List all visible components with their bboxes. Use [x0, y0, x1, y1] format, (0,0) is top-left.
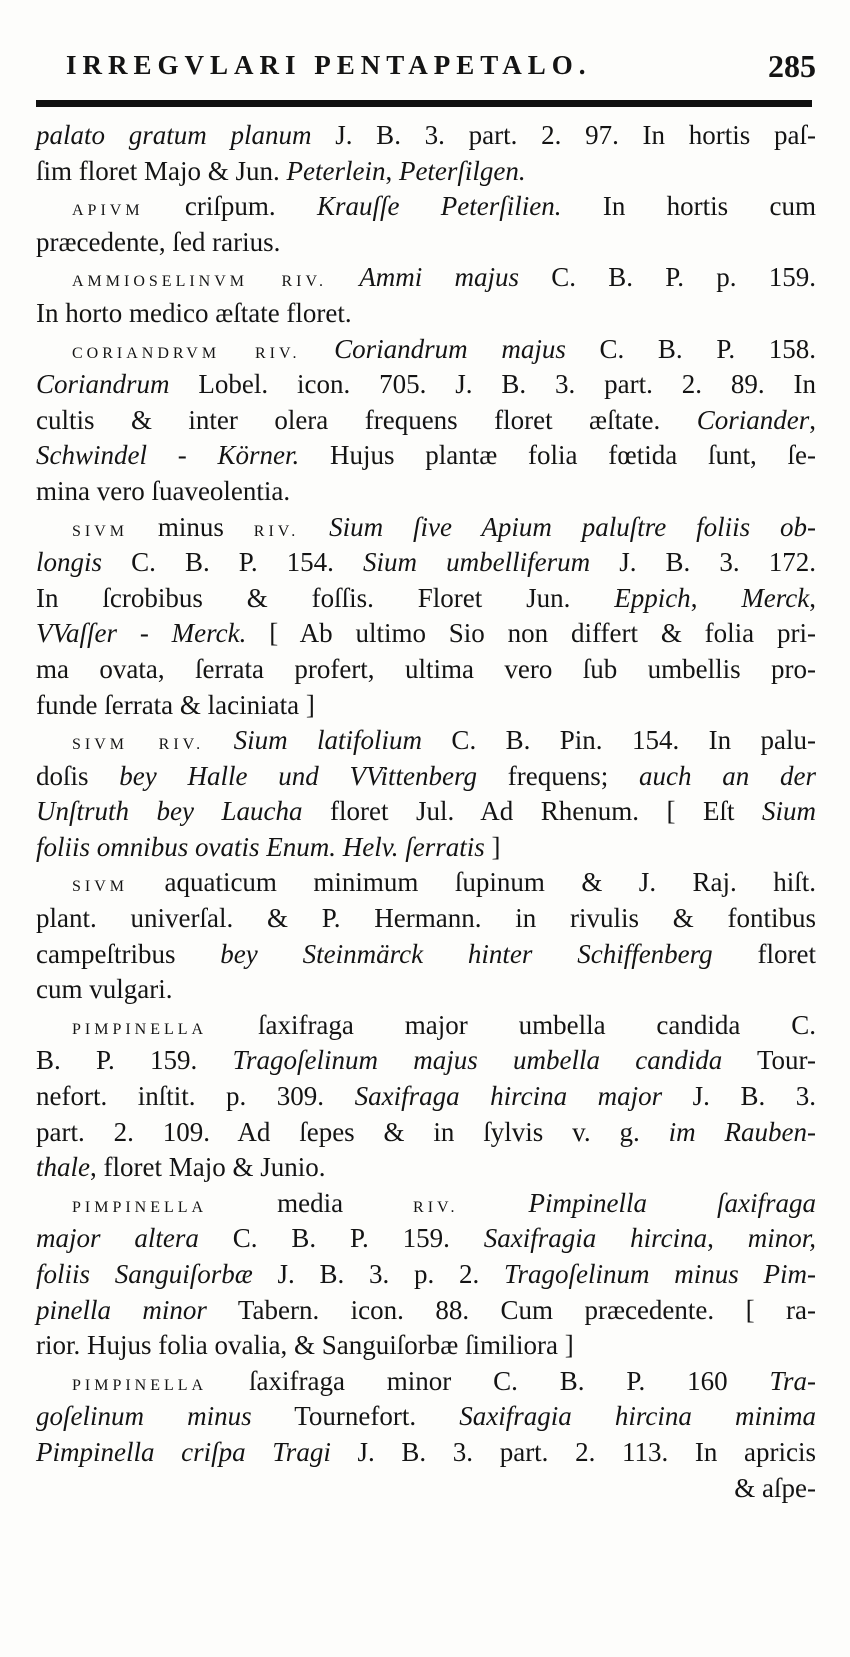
text-line [36, 510, 816, 546]
roman-run: C. B. P. p. 159. [519, 262, 817, 293]
small-caps-run: PIMPINELLA [72, 1198, 208, 1216]
text-line [36, 332, 816, 368]
text-line [36, 865, 816, 901]
small-caps-run: CORIANDRVM RIV. [72, 344, 301, 362]
text-line [36, 1043, 816, 1079]
text-line [36, 1399, 816, 1435]
italic-run: goſelinum minus [36, 1401, 252, 1432]
italic-run: Krauſſe Peterſilien. [316, 191, 562, 222]
roman-run [327, 262, 359, 292]
italic-run: Sium ſive Apium paluſtre foliis ob- [329, 511, 816, 542]
italic-run: Peterſilgen. [398, 155, 526, 186]
roman-run: campeſtribus [36, 938, 221, 969]
italic-run: Peterlein [286, 155, 386, 186]
text-line [36, 1328, 816, 1364]
roman-run: J. B. 3. part. 2. 97. In hortis paſ- [311, 120, 816, 150]
roman-run: rior. Hujus folia ovalia, & Sanguiſorbæ ſimiliora ] [36, 1330, 574, 1361]
page-number: 285 [768, 48, 816, 84]
small-caps-run: RIV. [413, 1198, 459, 1216]
roman-run [204, 725, 233, 755]
roman-run: C. B. P. 158. [565, 333, 817, 364]
text-line [36, 1008, 816, 1044]
italic-run: major altera [36, 1223, 199, 1254]
running-header [66, 46, 816, 94]
small-caps-run: AMMIOSELINVM RIV. [72, 273, 327, 291]
italic-run: Coriandrum [36, 369, 170, 400]
roman-run: J. B. 3. [662, 1081, 816, 1112]
header-rule [36, 100, 812, 107]
italic-run: im Rauben- [668, 1116, 816, 1147]
text-line [36, 937, 816, 973]
roman-run: J. B. 3. p. 2. [252, 1259, 504, 1289]
italic-run: foliis Sanguiſorbæ [36, 1259, 253, 1289]
roman-run: Lobel. icon. 705. J. B. 3. part. 2. 89. In [169, 369, 816, 400]
roman-run: Tabern. icon. 88. Cum præcedente. [ ra- [206, 1294, 816, 1325]
text-line [36, 189, 816, 225]
text-line [36, 830, 816, 866]
italic-run: bey Steinmärck hinter Schiffenberg [220, 938, 713, 969]
roman-run: In horto medico æſtate floret. [36, 297, 352, 328]
roman-run: ſaxifraga minor C. B. P. 160 [207, 1365, 770, 1396]
text-line [36, 794, 816, 830]
text-line [36, 1471, 816, 1507]
italic-run: pinella minor [36, 1294, 207, 1325]
text-line [36, 723, 816, 759]
italic-run: Coriander [696, 404, 810, 435]
roman-run: funde ſerrata & laciniata ] [36, 689, 315, 720]
roman-run [300, 334, 334, 364]
text-line [36, 296, 816, 332]
small-caps-run: PIMPINELLA [72, 1020, 208, 1038]
italic-run: Sium umbelliferum [363, 547, 591, 578]
italic-run: thale [36, 1152, 90, 1183]
italic-run: Sium latifolium [233, 725, 423, 756]
italic-run: Schwindel - Körner. [36, 440, 300, 471]
roman-run: Tour- [722, 1045, 816, 1076]
text-line [36, 1257, 816, 1293]
roman-run: , floret Majo & Junio. [90, 1152, 326, 1183]
text-line [36, 1150, 816, 1186]
roman-run: J. B. 3. part. 2. 113. In apricis [330, 1436, 817, 1467]
roman-run: part. 2. 109. Ad ſepes & in ſylvis v. g. [36, 1116, 669, 1147]
italic-run: Eppich [614, 582, 691, 613]
roman-run [459, 1188, 529, 1218]
roman-run: , [690, 582, 742, 613]
text-line [36, 759, 816, 795]
roman-run: mina vero ſuaveolentia. [36, 475, 291, 506]
text-line [36, 616, 816, 652]
text-line [36, 1079, 816, 1115]
italic-run: Saxifraga hircina major [354, 1081, 663, 1112]
italic-run: Pimpinella ſaxifraga [528, 1187, 816, 1218]
text-line [36, 1435, 816, 1471]
italic-run: Tragoſelinum minus Pim- [504, 1259, 816, 1289]
text-line [36, 1221, 816, 1257]
roman-run: ſaxifraga major umbella candida C. [207, 1009, 816, 1040]
roman-run: floret Jul. Ad Rhenum. [ Eſt [302, 796, 763, 827]
roman-run: , [809, 404, 816, 435]
italic-run: palato gratum planum [36, 120, 312, 150]
body-text [36, 118, 816, 1506]
roman-run: J. B. 3. 172. [590, 547, 816, 578]
text-line [36, 260, 816, 296]
roman-run: præcedente, ſed rarius. [36, 226, 281, 257]
roman-run: , [809, 582, 817, 613]
italic-run: Sium [762, 796, 817, 827]
text-line [36, 403, 816, 439]
roman-run: B. P. 159. [36, 1045, 233, 1076]
roman-run: ma ovata, ſerrata profert, ultima vero ſub umbellis pro- [36, 653, 816, 684]
text-line [36, 438, 816, 474]
roman-run: doſis [36, 760, 120, 791]
italic-run: foliis omnibus ovatis Enum. Helv. ſerratis [36, 831, 485, 862]
roman-run: [ Ab ultimo Sio non differt & folia pri- [246, 618, 816, 649]
text-line [36, 581, 816, 617]
text-line [36, 688, 816, 724]
text-line [36, 972, 816, 1008]
roman-run: media [207, 1187, 414, 1218]
roman-run: aquaticum minimum ſupinum & J. Raj. hiſt. [128, 867, 816, 898]
text-line [36, 901, 816, 937]
roman-run: criſpum. [143, 191, 317, 222]
roman-run: Tournefort. [251, 1401, 460, 1432]
roman-run: , [385, 155, 399, 186]
roman-run: & aſpe- [734, 1472, 816, 1503]
text-line [36, 118, 816, 154]
italic-run: Tra- [769, 1365, 816, 1396]
text-line [36, 1293, 816, 1329]
roman-run: Hujus plantæ folia fœtida ſunt, ſe- [299, 440, 816, 471]
italic-run: minor, [747, 1223, 816, 1254]
text-line [36, 154, 816, 190]
text-line [36, 1115, 816, 1151]
italic-run: Ammi majus [359, 262, 519, 293]
roman-run: floret [712, 938, 816, 969]
italic-run: Unſtruth bey Laucha [36, 796, 303, 827]
roman-run: minus [128, 511, 254, 542]
roman-run: C. B. P. 154. [102, 547, 364, 578]
small-caps-run: RIV. [253, 522, 300, 540]
roman-run: ] [484, 831, 501, 862]
text-line [36, 225, 816, 261]
roman-run: ſim floret Majo & Jun. [36, 155, 287, 186]
italic-run: Saxifragia hircina minima [459, 1401, 816, 1432]
roman-run: nefort. inſtit. p. 309. [36, 1081, 355, 1112]
roman-run: In hortis cum [561, 191, 816, 222]
small-caps-run: APIVM [72, 202, 144, 220]
roman-run: frequens; [476, 760, 639, 791]
roman-run: In ſcrobibus & foſſis. Floret Jun. [36, 582, 615, 613]
text-line [36, 1186, 816, 1222]
small-caps-run: SIVM [72, 522, 129, 540]
italic-run: auch an der [638, 760, 816, 791]
italic-run: Merck [741, 582, 810, 613]
italic-run: longis [36, 547, 103, 578]
italic-run: Saxifragia hircina [483, 1223, 708, 1254]
italic-run: VVaſſer - Merck. [36, 618, 247, 649]
italic-run: Tragoſelinum majus umbella candida [232, 1045, 723, 1076]
text-line [36, 545, 816, 581]
text-line [36, 474, 816, 510]
roman-run: C. B. Pin. 154. In palu- [422, 725, 816, 756]
roman-run [299, 512, 329, 542]
roman-run: plant. univerſal. & P. Hermann. in rivulis & fontibus [36, 903, 816, 934]
roman-run: cultis & inter olera frequens floret æſtate. [36, 404, 697, 435]
italic-run: Pimpinella criſpa Tragi [36, 1436, 331, 1467]
running-title: IRREGVLARI PENTAPETALO. [66, 50, 592, 80]
small-caps-run: SIVM RIV. [72, 736, 205, 754]
text-line [36, 1364, 816, 1400]
small-caps-run: SIVM [72, 878, 129, 896]
roman-run: , [707, 1223, 748, 1254]
text-line [36, 367, 816, 403]
text-line [36, 652, 816, 688]
italic-run: Coriandrum majus [334, 333, 566, 364]
roman-run: C. B. P. 159. [198, 1223, 484, 1254]
roman-run: cum vulgari. [36, 974, 173, 1005]
small-caps-run: PIMPINELLA [72, 1376, 208, 1394]
italic-run: bey Halle und VVittenberg [119, 760, 477, 791]
